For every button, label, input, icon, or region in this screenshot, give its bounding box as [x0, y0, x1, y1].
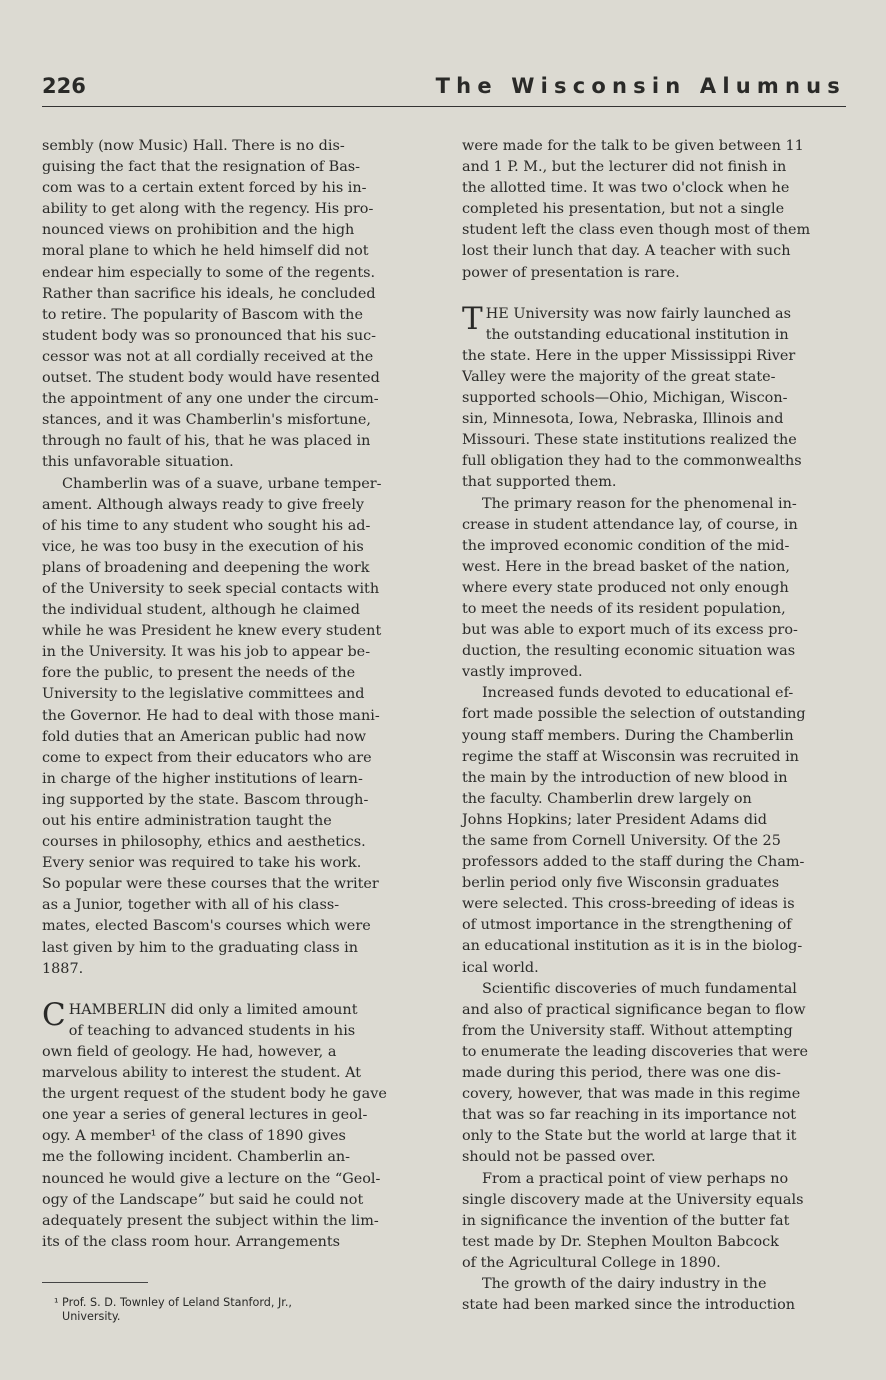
paragraph: were made for the talk to be given between 11 and 1 P. M., but the lecturer did not finish in the allotted time. It was two o'clock when he completed his presentation, but not a single student left the class even though most of them lost their lunch that day. A teacher with such power of presentation is rare. [462, 138, 811, 281]
journal-title: The Wisconsin Alumnus [435, 74, 846, 98]
header-rule [42, 106, 846, 107]
paragraph-text: HAMBERLIN did only a limited amount of teaching to advanced students in his own field of geology. He had, however, a marvelous ability to interest the student. At the urgent request of the student body he gave one year a series of general lectures in geol- ogy. A member¹ of the class of 1890 gives me the following incident. Chamberlin an- nounced he would give a lecture on the “Geol- ogy of the Landscape” but said he could not adequately present the subject within the lim- its of the class room hour. Arrangements [42, 1001, 387, 1250]
paragraph: From a practical point of view perhaps no single discovery made at the University equals in significance the invention of the butter fat test made by Dr. Stephen Moulton Babcock of the Agricultural College in 1890. [462, 1170, 804, 1271]
paragraph-with-dropcap [462, 300, 847, 494]
page-number: 226 [42, 74, 86, 98]
running-header [42, 74, 846, 108]
footnote-rule [42, 1282, 148, 1283]
right-column [462, 136, 847, 1316]
dropcap-letter: T [462, 300, 483, 337]
paragraph: Scientific discoveries of much fundamental and also of practical significance began to flow from the University staff. Without attempting to enumerate the leading discoveries that were made during this period, there was one dis- covery, however, that was made in this regime that was so far reaching in its importance not only to the State but the world at large that it should not be passed over. [462, 980, 809, 1166]
paragraph: Chamberlin was of a suave, urbane temper- ament. Although always ready to give freely of his time to any student who sought his ad- vice, he was too busy in the execution of his plans of broadening and deepening the work of the University to seek special contacts with the individual student, although he claimed while he was President he knew every student in the University. It was his job to appear be- fore the public, to present the needs of the University to the legislative committees and the Governor. He had to deal with those mani- fold duties that an American public had now come to expect from their educators who are in charge of the higher institutions of learn- ing supported by the state. Bascom through- out his entire administration taught the courses in philosophy, ethics and aesthetics. Every senior was required to take his work. So popular were these courses that the writer as a Junior, together with all of his class- mates, elected Bascom's courses which were last given by him to the graduating class in 1887. [42, 475, 382, 977]
left-column [42, 136, 427, 1253]
dropcap-letter: C [42, 996, 66, 1033]
paragraph-with-dropcap [42, 996, 427, 1253]
paragraph: sembly (now Music) Hall. There is no dis- guising the fact that the resignation of Bas- com was to a certain extent forced by his in- ability to get along with the regency. His pro- nounced views on prohibition and the high moral plane to which he held himself did not endear him especially to some of the regents. Rather than sacrifice his ideals, he concluded to retire. The popularity of Bascom with the student body was so pronounced that his suc- cessor was not at all cordially received at the outset. The student body would have resented the appointment of any one under the circum- stances, and it was Chamberlin's misfortune, through no fault of his, that he was placed in this unfavorable situation. [42, 138, 380, 471]
paragraph: The primary reason for the phenomenal in- crease in student attendance lay, of course, in the improved economic condition of the mid- west. Here in the bread basket of the nation, where every state produced not only enough to meet the needs of its resident population, but was able to export much of its excess pro- duction, the resulting economic situation was vastly improved. [462, 495, 798, 681]
paragraph-text: HE University was now fairly launched as the outstanding educational institution in the state. Here in the upper Mississippi River Valley were the majority of the great state- supported schools—Ohio, Michigan, Wiscon- sin, Minnesota, Iowa, Nebraska, Illinois and Missouri. These state institutions realized the full obligation they had to the commonwealths that supported them. [462, 305, 802, 491]
paragraph: The growth of the dairy industry in the state had been marked since the introduction [462, 1275, 796, 1314]
paragraph: Increased funds devoted to educational ef- fort made possible the selection of outstanding young staff members. During the Chamberlin regime the staff at Wisconsin was recruited in the main by the introduction of new blood in the faculty. Chamberlin drew largely on Johns Hopkins; later President Adams did the same from Cornell University. Of the 25 professors added to the staff during the Cham- berlin period only five Wisconsin graduates were selected. This cross-breeding of ideas is of utmost importance in the strengthening of an educational institution as it is in the biolog- ical world. [462, 685, 806, 976]
footnote: ¹ Prof. S. D. Townley of Leland Stanford, Jr., University. [54, 1296, 292, 1323]
